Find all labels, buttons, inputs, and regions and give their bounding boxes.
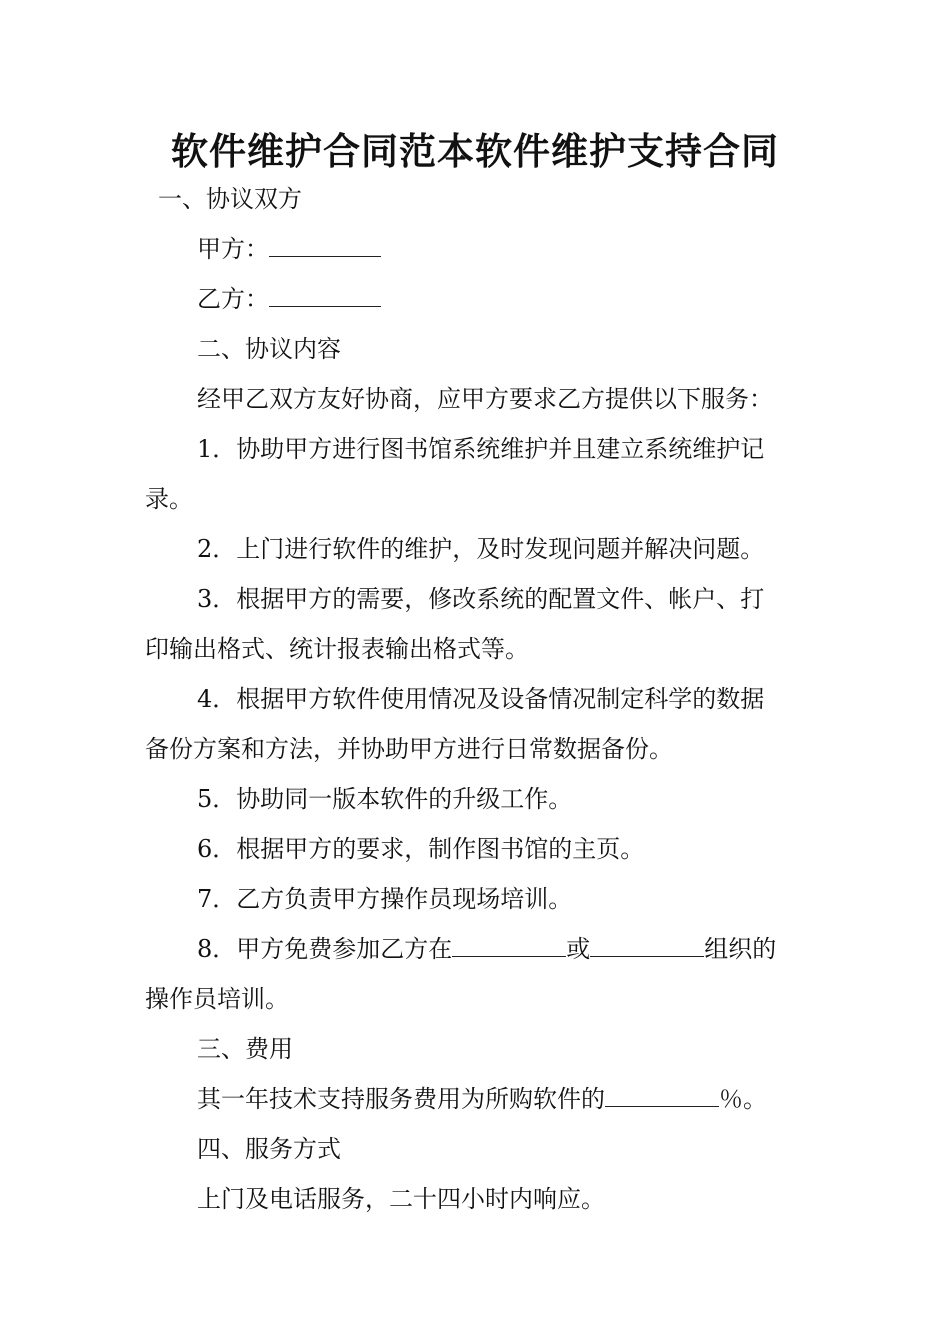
item-8-text-2: 或 bbox=[566, 935, 591, 963]
section-heading-fees: 三、费用 bbox=[197, 1035, 293, 1063]
document-title: 软件维护合同范本软件维护支持合同 bbox=[171, 130, 779, 173]
party-b-blank bbox=[269, 284, 381, 307]
section-heading-parties: 一、协议双方 bbox=[158, 185, 302, 213]
fees-text-1: 其一年技术支持服务费用为所购软件的 bbox=[197, 1085, 605, 1113]
item-8-line-2: 操作员培训。 bbox=[145, 985, 289, 1013]
item-8-line-1 bbox=[197, 932, 776, 966]
section-heading-content: 二、协议内容 bbox=[197, 335, 341, 363]
fees-blank bbox=[605, 1084, 719, 1107]
fees-text bbox=[197, 1082, 767, 1116]
item-1-line-2: 录。 bbox=[145, 485, 193, 513]
party-b-line bbox=[197, 282, 381, 316]
fees-text-2: ％。 bbox=[719, 1085, 767, 1113]
item-4-line-2: 备份方案和方法，并协助甲方进行日常数据备份。 bbox=[145, 735, 673, 763]
item-3-line-2: 印输出格式、统计报表输出格式等。 bbox=[145, 635, 529, 663]
item-8-text-1: 8．甲方免费参加乙方在 bbox=[197, 935, 453, 963]
item-8-blank-1 bbox=[452, 934, 566, 957]
item-5: 5．协助同一版本软件的升级工作。 bbox=[197, 785, 573, 813]
party-b-label: 乙方： bbox=[197, 285, 269, 313]
service-text: 上门及电话服务，二十四小时内响应。 bbox=[197, 1185, 605, 1213]
item-8-blank-2 bbox=[590, 934, 704, 957]
party-a-line bbox=[197, 232, 381, 266]
party-a-label: 甲方： bbox=[197, 235, 269, 263]
content-intro: 经甲乙双方友好协商，应甲方要求乙方提供以下服务： bbox=[197, 385, 773, 413]
item-1-line-1: 1．协助甲方进行图书馆系统维护并且建立系统维护记 bbox=[197, 435, 765, 463]
party-a-blank bbox=[269, 234, 381, 257]
item-2: 2．上门进行软件的维护，及时发现问题并解决问题。 bbox=[197, 535, 765, 563]
item-4-line-1: 4．根据甲方软件使用情况及设备情况制定科学的数据 bbox=[197, 685, 765, 713]
item-7: 7．乙方负责甲方操作员现场培训。 bbox=[197, 885, 573, 913]
item-6: 6．根据甲方的要求，制作图书馆的主页。 bbox=[197, 835, 645, 863]
section-heading-service: 四、服务方式 bbox=[197, 1135, 341, 1163]
item-3-line-1: 3．根据甲方的需要，修改系统的配置文件、帐户、打 bbox=[197, 585, 765, 613]
item-8-text-3: 组织的 bbox=[704, 935, 777, 963]
